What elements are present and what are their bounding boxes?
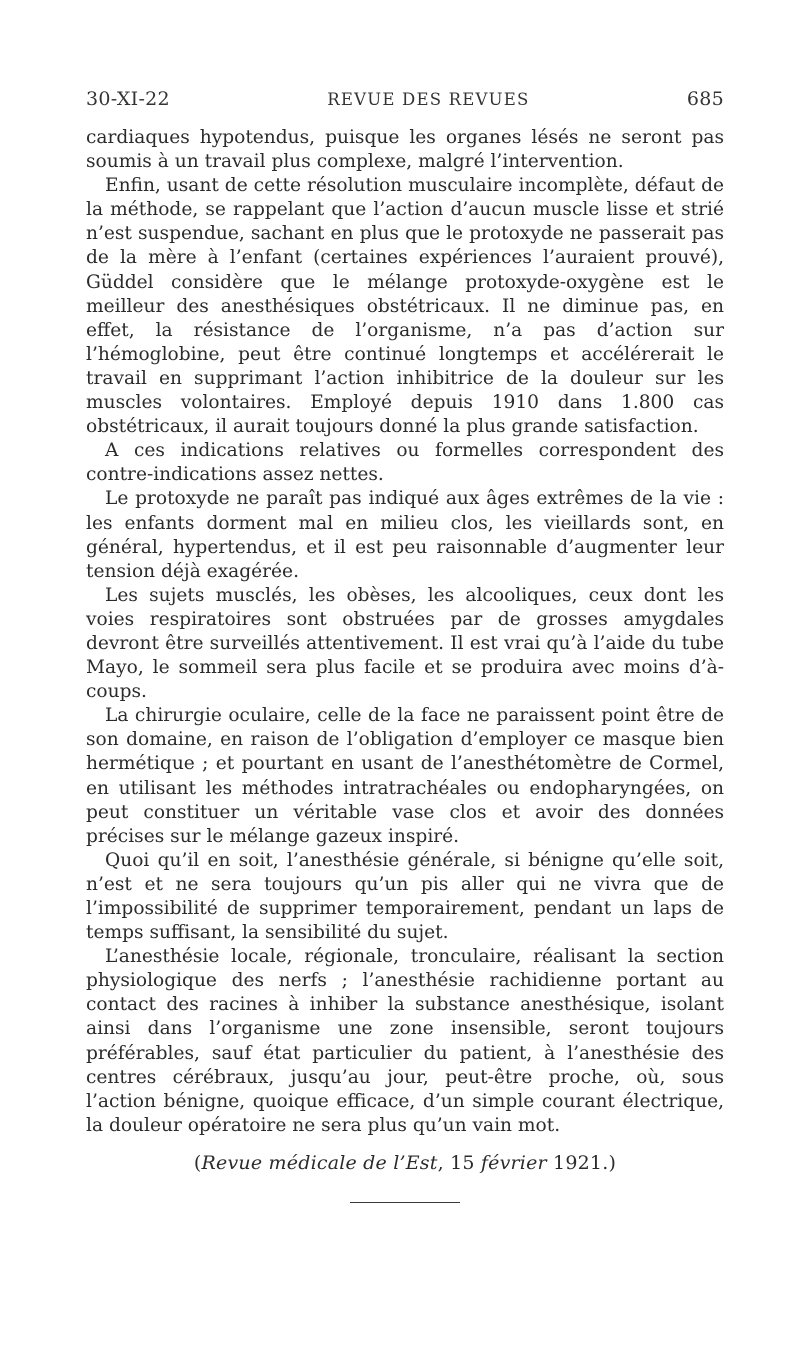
article-body [86,126,724,1138]
citation-journal: Revue médicale de l’Est [201,1151,438,1174]
paragraph-6: La chirurgie oculaire, celle de la face ne paraissent point être de son domaine, en raison de l’obligation d’employer ce masque bien hermétique ; et pourtant en usant de l’anesthétomètre de Cormel, en utilisant les méthodes intratrachéales ou endopharyngées, on peut constituer un véritable vase clos et avoir des données précises sur le mélange gazeux inspiré. [86,705,724,847]
paragraph-7: Quoi qu’il en soit, l’anesthésie générale, si bénigne qu’elle soit, n’est et ne sera toujours qu’un pis aller qui ne vivra que de l’impossibilité de supprimer temporairement, pendant un laps de temps suffisant, la sensibilité du sujet. [86,849,724,944]
citation-month: février [480,1151,547,1174]
end-rule [350,1202,460,1203]
paragraph-4: Le protoxyde ne paraît pas indiqué aux âges extrêmes de la vie : les enfants dorment mal en milieu clos, les vieillards sont, en général, hypertendus, et il est peu raisonnable d’augmenter leur tension déjà exagérée. [86,488,724,582]
header-title: REVUE DES REVUES [327,90,530,109]
citation-sep: , 15 [437,1151,481,1174]
citation-open: ( [193,1151,202,1174]
citation-year: 1921. [546,1151,609,1174]
header-date: 30-XI-22 [86,88,170,110]
running-header [86,88,724,110]
paragraph-5: Les sujets musclés, les obèses, les alcooliques, ceux dont les voies respiratoires sont obstruées par de grosses amygdales devront être surveillés attentivement. Il est vrai qu’à l’aide du tube Mayo, le sommeil sera plus facile et se produira avec moins d’à-coups. [86,584,724,703]
citation-close: ) [608,1151,617,1174]
page [86,88,724,1203]
page-number: 685 [686,88,724,110]
paragraph-3: A ces indications relatives ou formelles correspondent des contre-indications assez nettes. [86,440,724,486]
source-citation [86,1152,724,1174]
paragraph-1: cardiaques hypotendus, puisque les organes lésés ne seront pas soumis à un travail plus complexe, malgré l’intervention. [86,127,724,173]
paragraph-8: L’anesthésie locale, régionale, tronculaire, réalisant la section physiologique des nerfs ; l’anesthésie rachidienne portant au contact des racines à inhiber la substance anesthésique, isolant ainsi dans l’organisme une zone insensible, seront toujours préférables, sauf état particulier du patient, à l’anesthésie des centres cérébraux, jusqu’au jour, peut-être proche, où, sous l’action bénigne, quoique efficace, d’un simple courant électrique, la douleur opératoire ne sera plus qu’un vain mot. [86,946,724,1136]
paragraph-2: Enfin, usant de cette résolution musculaire incomplète, défaut de la méthode, se rappelant que l’action d’aucun muscle lisse et strié n’est suspendue, sachant en plus que le protoxyde ne passerait pas de la mère à l’enfant (certaines expériences l’auraient prouvé), Güddel considère que le mélange protoxyde-oxygène est le meilleur des anesthésiques obstétricaux. Il ne diminue pas, en effet, la résistance de l’organisme, n’a pas d’action sur l’hémoglobine, peut être continué longtemps et accélérerait le travail en supprimant l’action inhibitrice de la douleur sur les muscles volontaires. Employé depuis 1910 dans 1.800 cas obstétricaux, il aurait toujours donné la plus grande satisfaction. [86,175,724,438]
